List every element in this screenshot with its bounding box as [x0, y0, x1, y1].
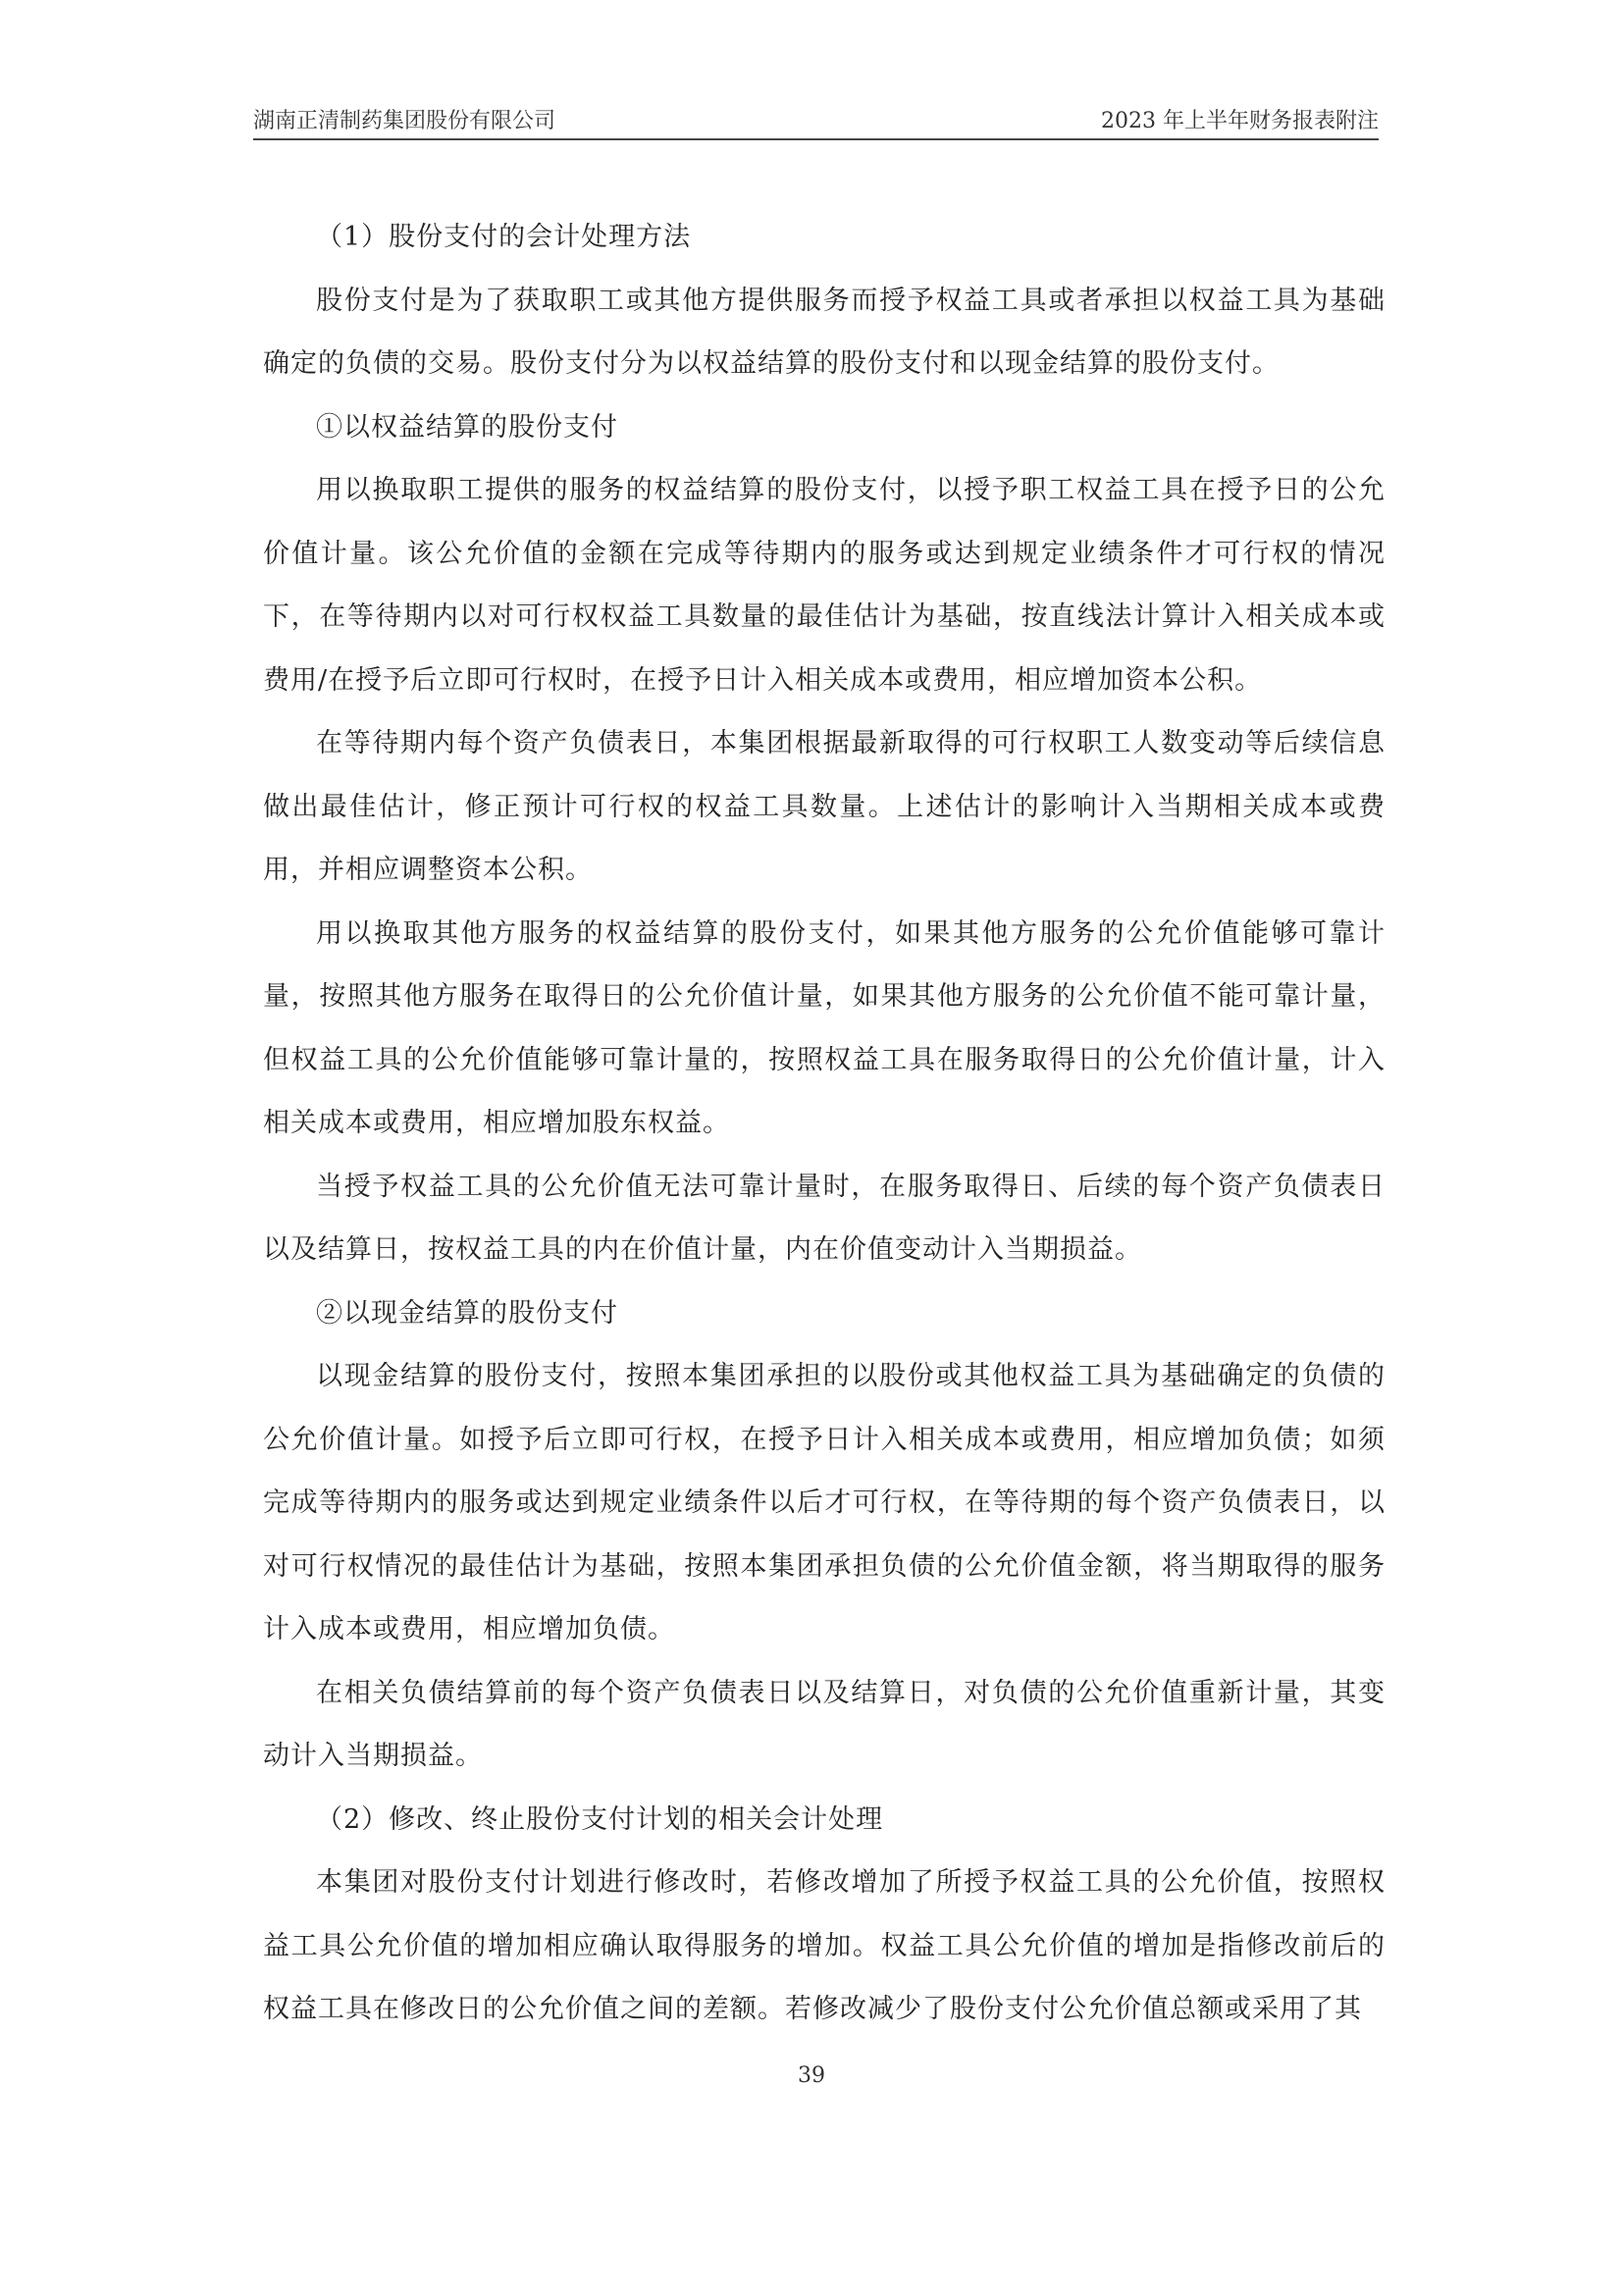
header-divider	[253, 138, 1379, 140]
section-heading: （2）修改、终止股份支付计划的相关会计处理	[316, 1803, 884, 1835]
body-text	[263, 206, 1386, 2042]
section-heading: （1）股份支付的会计处理方法	[316, 222, 692, 252]
paragraph: 本集团对股份支付计划进行修改时，若修改增加了所授予权益工具的公允价值，按照权益工具公允价值的增加相应确认取得服务的增加。权益工具公允价值的增加是指修改前后的权益工具在修改日的公允价值之间的差额。若修改减少了股份支付公允价值总额或采用了其	[263, 1867, 1386, 2024]
paragraph: 股份支付是为了获取职工或其他方提供服务而授予权益工具或者承担以权益工具为基础确定的负债的交易。股份支付分为以权益结算的股份支付和以现金结算的股份支付。	[263, 285, 1386, 379]
page-number: 39	[798, 2063, 825, 2088]
subsection-heading: ①以权益结算的股份支付	[316, 411, 618, 443]
report-title: 2023 年上半年财务报表附注	[1101, 109, 1379, 133]
paragraph: 当授予权益工具的公允价值无法可靠计量时，在服务取得日、后续的每个资产负债表日以及结算日，按权益工具的内在价值计量，内在价值变动计入当期损益。	[263, 1171, 1386, 1265]
paragraph: 以现金结算的股份支付，按照本集团承担的以股份或其他权益工具为基础确定的负债的公允价值计量。如授予后立即可行权，在授予日计入相关成本或费用，相应增加负债；如须完成等待期内的服务或达到规定业绩条件以后才可行权，在等待期的每个资产负债表日，以对可行权情况的最佳估计为基础，按照本集团承担负债的公允价值金额，将当期取得的服务计入成本或费用，相应增加负债。	[263, 1361, 1386, 1644]
paragraph: 用以换取其他方服务的权益结算的股份支付，如果其他方服务的公允价值能够可靠计量，按照其他方服务在取得日的公允价值计量，如果其他方服务的公允价值不能可靠计量，但权益工具的公允价值能够可靠计量的，按照权益工具在服务取得日的公允价值计量，计入相关成本或费用，相应增加股东权益。	[263, 917, 1386, 1138]
subsection-heading: ②以现金结算的股份支付	[316, 1297, 618, 1329]
page-header	[253, 98, 1379, 137]
paragraph: 在等待期内每个资产负债表日，本集团根据最新取得的可行权职工人数变动等后续信息做出最佳估计，修正预计可行权的权益工具数量。上述估计的影响计入当期相关成本或费用，并相应调整资本公积。	[263, 728, 1386, 885]
paragraph: 用以换取职工提供的服务的权益结算的股份支付，以授予职工权益工具在授予日的公允价值计量。该公允价值的金额在完成等待期内的服务或达到规定业绩条件才可行权的情况下，在等待期内以对可行权权益工具数量的最佳估计为基础，按直线法计算计入相关成本或费用/在授予后立即可行权时，在授予日计入相关成本或费用，相应增加资本公积。	[263, 475, 1386, 696]
paragraph: 在相关负债结算前的每个资产负债表日以及结算日，对负债的公允价值重新计量，其变动计入当期损益。	[263, 1677, 1386, 1771]
company-name: 湖南正清制药集团股份有限公司	[253, 109, 556, 133]
